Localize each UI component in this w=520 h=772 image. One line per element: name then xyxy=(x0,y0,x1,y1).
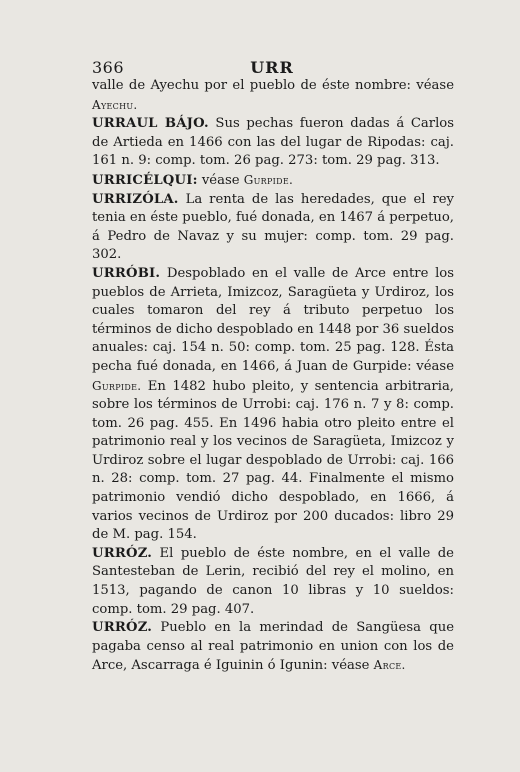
entry xyxy=(92,77,454,115)
entry xyxy=(92,545,454,619)
entry-text: Sus pechas fueron dadas á Carlos de Artieda en 1466 con las del lugar de Ripodas: caj. 161 n. 9: comp. tom. 26 pag. 273: tom. 29 pag. 313. xyxy=(92,116,454,169)
cross-reference: Gurpide. xyxy=(92,378,142,393)
entry-text: El pueblo de éste nombre, en el valle de Santesteban de Lerin, recibió del rey el molino, en 1513, pagando de canon 10 libras y 10 sueldos: comp. tom. 29 pag. 407. xyxy=(92,545,454,617)
entry xyxy=(92,171,454,191)
cross-reference: Ayechu. xyxy=(92,97,138,112)
entry-headword: URRÓZ. xyxy=(92,620,153,636)
entry-headword: URRAUL BÁJO. xyxy=(92,116,209,132)
entry-headword: URRICÉLQUI: xyxy=(92,172,198,188)
entry xyxy=(92,115,454,171)
cross-reference: Gurpide. xyxy=(243,172,294,187)
entry-headword: URRÓBI. xyxy=(92,265,161,281)
cross-reference: Arce. xyxy=(373,658,406,673)
entry-text: Despoblado en el valle de Arce entre los pueblos de Arrieta, Imizcoz, Saragüeta y Urdiroz, los cuales tomaron del rey á tributo perpetuo los términos de dicho despoblado en 1448 por 36 sueldos anuales: caj. 154 n. 50: comp. tom. 25 pag. 128. Ésta pecha fué donada, en 1466, á Juan de Gurpide: véase xyxy=(92,265,454,374)
entry-text: véase xyxy=(197,172,244,188)
entry-text: valle de Ayechu por el pueblo de éste nombre: véase xyxy=(92,78,454,93)
entry-headword: URRÓZ. xyxy=(92,545,153,561)
entry-text: En 1482 hubo pleito, y sentencia arbitraria, sobre los términos de Urrobi: caj. 176 n. 7 y 8: comp. tom. 26 pag. 455. En 1496 habia otro pleito entre el patrimonio real y los vecinos de Saragüeta, Imizcoz y Urdiroz sobre el lugar despoblado de Urrobi: caj. 166 n. 28: comp. tom. 27 pag. 44. Finalmente el mismo patrimonio vendió dicho despoblado, en 1666, á varios vecinos de Urdiroz por 200 ducados: libro 29 de M. pag. 154. xyxy=(92,378,454,543)
entry-text: Pueblo en la merindad de Sangüesa que pagaba censo al real patrimonio en union con los de Arce, Ascarraga é Iguinin ó Igunin: véase xyxy=(92,620,454,674)
entry-text: La renta de las heredades, que el rey tenia en éste pueblo, fué donada, en 1467 á perpetuo, á Pedro de Navaz y su mujer: comp. tom. 29 pag. 302. xyxy=(92,191,454,263)
running-head: URR xyxy=(250,58,294,77)
entry xyxy=(92,619,454,676)
entry xyxy=(92,265,454,545)
dictionary-entries xyxy=(92,77,454,676)
entry-headword: URRIZÓLA. xyxy=(92,191,179,207)
page-number: 366 xyxy=(92,58,125,77)
entry xyxy=(92,191,454,265)
